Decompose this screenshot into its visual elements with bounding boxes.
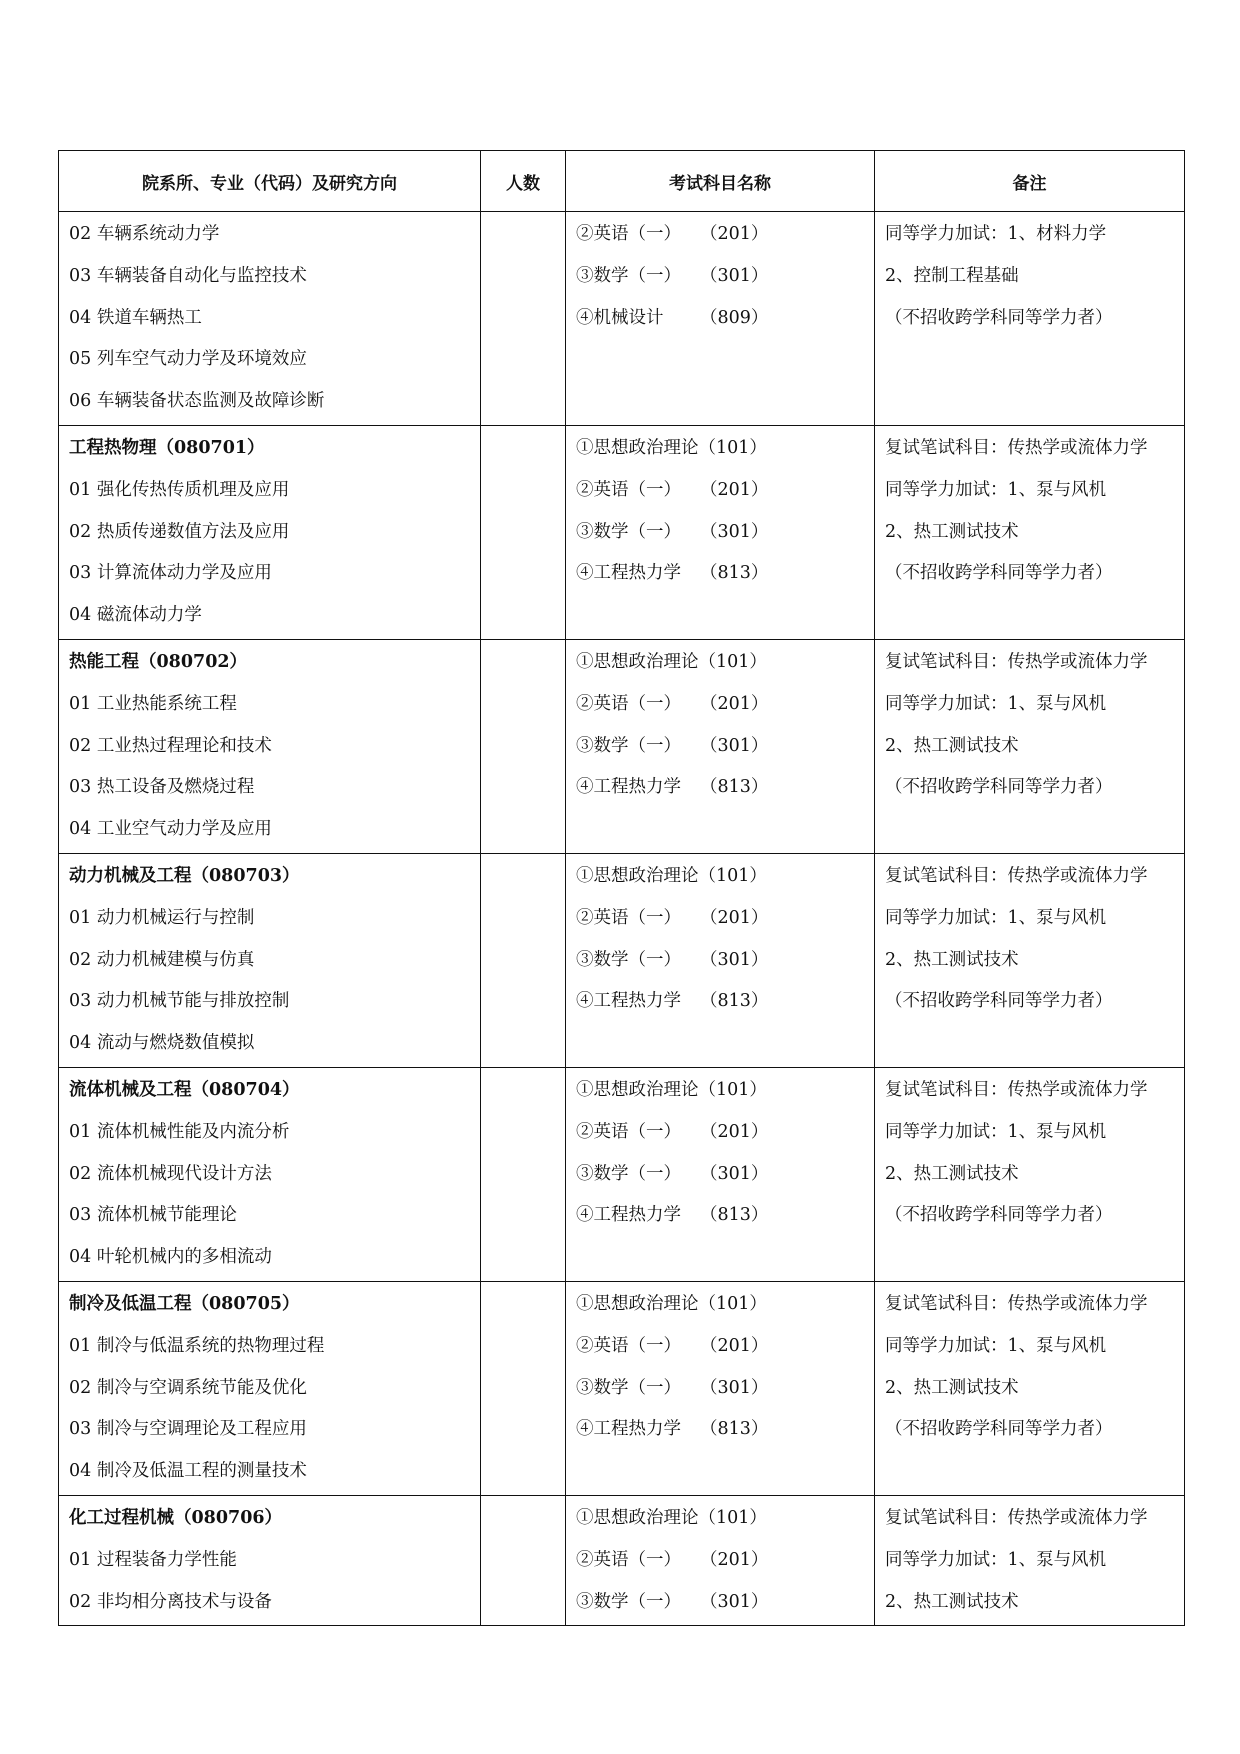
subject-name: ③数学（一） xyxy=(576,735,681,756)
subject-name: ④工程热力学 xyxy=(576,777,681,798)
note-line: 同等学力加试：1、泵与风机 xyxy=(885,479,1107,500)
exam-subject xyxy=(576,1195,864,1237)
enrollment-count xyxy=(491,642,555,684)
subject-name: ②英语（一） xyxy=(576,693,681,714)
note-line: 复试笔试科目：传热学或流体力学 xyxy=(885,437,1148,458)
subject-code: （201） xyxy=(700,907,769,928)
exam-subject xyxy=(576,512,864,554)
subject-name: ③数学（一） xyxy=(576,949,681,970)
subject-code: （301） xyxy=(700,1591,769,1612)
enrollment-count xyxy=(491,428,555,470)
subject-name: ④工程热力学 xyxy=(576,563,681,584)
exam-subject xyxy=(576,726,864,768)
program-name: 动力机械及工程（080703） xyxy=(69,865,300,886)
subject-name: ③数学（一） xyxy=(576,1163,681,1184)
exam-subject-table xyxy=(58,150,1185,1626)
program-name: 流体机械及工程（080704） xyxy=(69,1079,300,1100)
research-direction: 04 叶轮机械内的多相流动 xyxy=(69,1247,272,1268)
note-line: 同等学力加试：1、泵与风机 xyxy=(885,907,1107,928)
enrollment-count xyxy=(491,214,555,256)
header-program: 院系所、专业（代码）及研究方向 xyxy=(59,151,481,212)
subject-code: （809） xyxy=(700,307,769,328)
program-cell xyxy=(59,212,481,426)
research-direction: 06 车辆装备状态监测及故障诊断 xyxy=(69,391,325,412)
subject-name: ④工程热力学 xyxy=(576,1205,681,1226)
subject-code: （301） xyxy=(700,521,769,542)
enrollment-count xyxy=(491,1284,555,1326)
subject-name: ②英语（一） xyxy=(576,224,681,244)
subject-name: ③数学（一） xyxy=(576,265,681,286)
research-direction: 02 流体机械现代设计方法 xyxy=(69,1163,272,1184)
exam-subject xyxy=(576,214,864,256)
research-direction: 01 动力机械运行与控制 xyxy=(69,907,255,928)
note-line: 2、热工测试技术 xyxy=(885,1591,1019,1612)
research-direction: 03 热工设备及燃烧过程 xyxy=(69,777,255,798)
research-direction: 03 流体机械节能理论 xyxy=(69,1205,237,1226)
table-row xyxy=(59,425,1185,639)
research-direction: 02 工业热过程理论和技术 xyxy=(69,735,272,756)
subject-name: ②英语（一） xyxy=(576,479,681,500)
subject-code: （201） xyxy=(700,1121,769,1142)
program-name: 工程热物理（080701） xyxy=(69,437,265,458)
research-direction: 04 制冷及低温工程的测量技术 xyxy=(69,1461,307,1482)
exam-subject xyxy=(576,298,864,340)
note-line: （不招收跨学科同等学力者） xyxy=(885,307,1113,328)
note-line: 复试笔试科目：传热学或流体力学 xyxy=(885,865,1148,886)
exam-subject xyxy=(576,940,864,982)
note-line: （不招收跨学科同等学力者） xyxy=(885,1205,1113,1226)
exam-subject xyxy=(576,1112,864,1154)
note-line: 复试笔试科目：传热学或流体力学 xyxy=(885,651,1148,672)
exam-subject xyxy=(576,256,864,298)
research-direction: 04 铁道车辆热工 xyxy=(69,307,202,328)
subject-code: （301） xyxy=(700,265,769,286)
program-name: 热能工程（080702） xyxy=(69,651,248,672)
research-direction: 05 列车空气动力学及环境效应 xyxy=(69,349,307,370)
subject-code: （813） xyxy=(700,1419,769,1440)
note-line: 同等学力加试：1、泵与风机 xyxy=(885,1335,1107,1356)
table-row xyxy=(59,212,1185,426)
subject-full: ①思想政治理论（101） xyxy=(576,865,767,886)
exam-subject xyxy=(576,1368,864,1410)
count-cell xyxy=(481,1281,566,1495)
subjects-cell xyxy=(566,1495,875,1625)
count-cell xyxy=(481,853,566,1067)
subject-code: （201） xyxy=(700,1335,769,1356)
exam-subject xyxy=(576,856,864,898)
notes-cell xyxy=(875,1067,1185,1281)
exam-subject xyxy=(576,1284,864,1326)
enrollment-count xyxy=(491,856,555,898)
research-direction: 01 制冷与低温系统的热物理过程 xyxy=(69,1335,325,1356)
subject-code: （201） xyxy=(700,224,769,244)
count-cell xyxy=(481,212,566,426)
research-direction: 03 计算流体动力学及应用 xyxy=(69,563,272,584)
research-direction: 04 流动与燃烧数值模拟 xyxy=(69,1033,255,1054)
subjects-cell xyxy=(566,639,875,853)
note-line: 复试笔试科目：传热学或流体力学 xyxy=(885,1507,1148,1528)
subject-name: ④工程热力学 xyxy=(576,991,681,1012)
subject-full: ①思想政治理论（101） xyxy=(576,1293,767,1314)
research-direction: 02 非均相分离技术与设备 xyxy=(69,1591,272,1612)
exam-subject xyxy=(576,428,864,470)
subject-code: （301） xyxy=(700,1163,769,1184)
exam-subject xyxy=(576,1540,864,1582)
subject-code: （301） xyxy=(700,949,769,970)
subject-name: ④工程热力学 xyxy=(576,1419,681,1440)
research-direction: 03 制冷与空调理论及工程应用 xyxy=(69,1419,307,1440)
exam-subject xyxy=(576,981,864,1023)
research-direction: 01 流体机械性能及内流分析 xyxy=(69,1121,290,1142)
note-line: 2、控制工程基础 xyxy=(885,265,1019,286)
note-line: 同等学力加试：1、泵与风机 xyxy=(885,1549,1107,1570)
note-line: 同等学力加试：1、泵与风机 xyxy=(885,693,1107,714)
note-line: （不招收跨学科同等学力者） xyxy=(885,991,1113,1012)
subject-full: ①思想政治理论（101） xyxy=(576,437,767,458)
subject-code: （201） xyxy=(700,479,769,500)
exam-subject xyxy=(576,642,864,684)
research-direction: 04 工业空气动力学及应用 xyxy=(69,819,272,840)
header-count: 人数 xyxy=(481,151,566,212)
subject-full: ①思想政治理论（101） xyxy=(576,1507,767,1528)
subjects-cell xyxy=(566,1067,875,1281)
subjects-cell xyxy=(566,425,875,639)
note-line: 复试笔试科目：传热学或流体力学 xyxy=(885,1079,1148,1100)
subject-name: ③数学（一） xyxy=(576,1377,681,1398)
subject-name: ③数学（一） xyxy=(576,1591,681,1612)
subjects-cell xyxy=(566,1281,875,1495)
subject-code: （813） xyxy=(700,991,769,1012)
subject-name: ②英语（一） xyxy=(576,1549,681,1570)
research-direction: 01 强化传热传质机理及应用 xyxy=(69,479,290,500)
subject-code: （813） xyxy=(700,777,769,798)
exam-subject xyxy=(576,898,864,940)
table-row xyxy=(59,1067,1185,1281)
note-line: 2、热工测试技术 xyxy=(885,1163,1019,1184)
research-direction: 01 工业热能系统工程 xyxy=(69,693,237,714)
count-cell xyxy=(481,1067,566,1281)
program-cell xyxy=(59,1281,481,1495)
table-row xyxy=(59,639,1185,853)
subject-code: （813） xyxy=(700,1205,769,1226)
note-line: 同等学力加试：1、材料力学 xyxy=(885,224,1107,244)
research-direction: 03 动力机械节能与排放控制 xyxy=(69,991,290,1012)
research-direction: 02 热质传递数值方法及应用 xyxy=(69,521,290,542)
subject-name: ④机械设计 xyxy=(576,307,664,328)
subjects-cell xyxy=(566,853,875,1067)
exam-subject xyxy=(576,1498,864,1540)
notes-cell xyxy=(875,212,1185,426)
count-cell xyxy=(481,425,566,639)
exam-subject xyxy=(576,767,864,809)
notes-cell xyxy=(875,853,1185,1067)
program-cell xyxy=(59,1067,481,1281)
exam-subject xyxy=(576,470,864,512)
count-cell xyxy=(481,639,566,853)
notes-cell xyxy=(875,425,1185,639)
note-line: 2、热工测试技术 xyxy=(885,735,1019,756)
subject-code: （301） xyxy=(700,1377,769,1398)
program-name: 化工过程机械（080706） xyxy=(69,1507,283,1528)
note-line: 复试笔试科目：传热学或流体力学 xyxy=(885,1293,1148,1314)
table-row xyxy=(59,1281,1185,1495)
note-line: 同等学力加试：1、泵与风机 xyxy=(885,1121,1107,1142)
research-direction: 02 制冷与空调系统节能及优化 xyxy=(69,1377,307,1398)
note-line: （不招收跨学科同等学力者） xyxy=(885,563,1113,584)
header-notes: 备注 xyxy=(875,151,1185,212)
program-cell xyxy=(59,639,481,853)
notes-cell xyxy=(875,639,1185,853)
exam-subject xyxy=(576,684,864,726)
subject-name: ②英语（一） xyxy=(576,1121,681,1142)
research-direction: 01 过程装备力学性能 xyxy=(69,1549,237,1570)
note-line: （不招收跨学科同等学力者） xyxy=(885,1419,1113,1440)
table-row xyxy=(59,853,1185,1067)
enrollment-count xyxy=(491,1070,555,1112)
notes-cell xyxy=(875,1495,1185,1625)
note-line: （不招收跨学科同等学力者） xyxy=(885,777,1113,798)
research-direction: 02 车辆系统动力学 xyxy=(69,224,220,244)
subject-name: ②英语（一） xyxy=(576,1335,681,1356)
subjects-cell xyxy=(566,212,875,426)
exam-subject xyxy=(576,1070,864,1112)
subject-code: （201） xyxy=(700,1549,769,1570)
exam-subject xyxy=(576,553,864,595)
exam-subject xyxy=(576,1326,864,1368)
exam-subject xyxy=(576,1409,864,1451)
subject-full: ①思想政治理论（101） xyxy=(576,1079,767,1100)
table-row xyxy=(59,1495,1185,1625)
note-line: 2、热工测试技术 xyxy=(885,521,1019,542)
subject-name: ③数学（一） xyxy=(576,521,681,542)
subject-name: ②英语（一） xyxy=(576,907,681,928)
table-body xyxy=(59,212,1185,1626)
exam-subject xyxy=(576,1582,864,1624)
count-cell xyxy=(481,1495,566,1625)
exam-subject xyxy=(576,1154,864,1196)
note-line: 2、热工测试技术 xyxy=(885,949,1019,970)
note-line: 2、热工测试技术 xyxy=(885,1377,1019,1398)
program-name: 制冷及低温工程（080705） xyxy=(69,1293,300,1314)
header-subjects: 考试科目名称 xyxy=(566,151,875,212)
program-cell xyxy=(59,425,481,639)
research-direction: 04 磁流体动力学 xyxy=(69,605,202,626)
program-cell xyxy=(59,1495,481,1625)
research-direction: 03 车辆装备自动化与监控技术 xyxy=(69,265,307,286)
subject-full: ①思想政治理论（101） xyxy=(576,651,767,672)
table-header-row xyxy=(59,151,1185,212)
subject-code: （301） xyxy=(700,735,769,756)
program-cell xyxy=(59,853,481,1067)
subject-code: （201） xyxy=(700,693,769,714)
research-direction: 02 动力机械建模与仿真 xyxy=(69,949,255,970)
notes-cell xyxy=(875,1281,1185,1495)
subject-code: （813） xyxy=(700,563,769,584)
enrollment-count xyxy=(491,1498,555,1540)
